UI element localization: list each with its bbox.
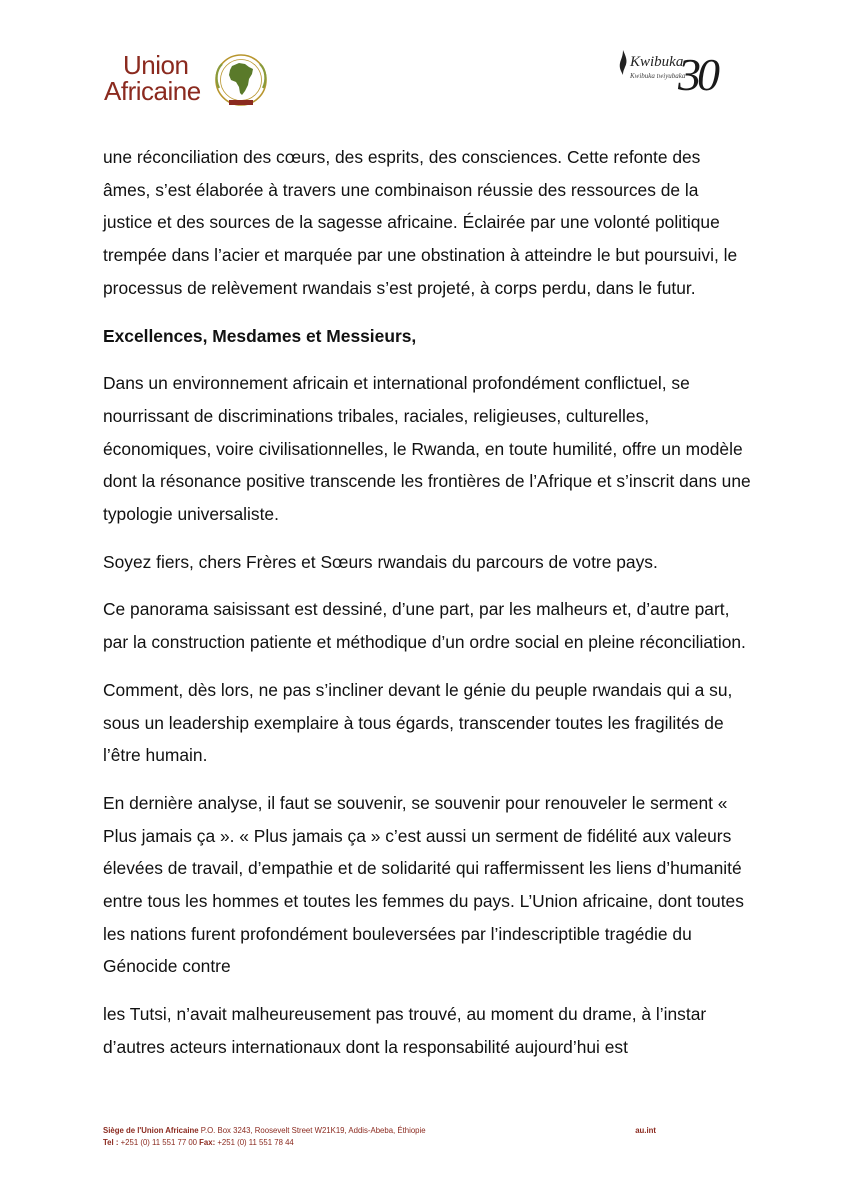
au-logo-line2: Africaine: [104, 76, 201, 106]
kwibuka-name: Kwibuka: [630, 54, 684, 70]
body-paragraph: une réconciliation des cœurs, des esprits, des consciences. Cette refonte des âmes, s’est élaborée à travers une combinaison réussie des ressources de la justice et des sources de la sagesse africaine. Éclairée par une volonté politique trempée dans l’acier et marquée par une obstination à atteindre le but poursuivi, le processus de relèvement rwandais s’est projeté, à corps perdu, dans le futur.: [103, 147, 738, 298]
footer-tel-label: Tel :: [103, 1138, 119, 1147]
footer-tel-value: +251 (0) 11 551 77 00: [118, 1138, 200, 1147]
page-header: [0, 0, 848, 130]
flame-icon: [616, 48, 630, 78]
salutation-heading: Excellences, Mesdames et Messieurs,: [103, 325, 417, 346]
page-footer: [103, 1125, 748, 1149]
footer-website-link[interactable]: au.int: [635, 1126, 656, 1135]
footer-fax-value: +251 (0) 11 551 78 44: [215, 1138, 294, 1147]
body-paragraph: En dernière analyse, il faut se souvenir, se souvenir pour renouveler le serment « Plus jamais ça ». « Plus jamais ça » c’est aussi un serment de fidélité aux valeurs élevées de travail, d’empathie et de solidarité qui raffermissent les liens d’humanité entre tous les hommes et toutes les femmes du pays. L’Union africaine, dont toutes les nations furent profondément bouleversées par l’indescriptible tragédie du Génocide contre: [103, 792, 744, 977]
footer-fax-label: Fax:: [199, 1138, 216, 1147]
footer-contact-line: [103, 1137, 748, 1149]
body-paragraph: Soyez fiers, chers Frères et Sœurs rwandais du parcours de votre pays.: [103, 551, 658, 572]
african-union-emblem-icon: [212, 52, 270, 108]
footer-siege-label: Siège de l'Union Africaine: [103, 1126, 199, 1135]
footer-address: P.O. Box 3243, Roosevelt Street W21K19, Addis-Abeba, Éthiopie: [198, 1126, 426, 1135]
kwibuka-number: 30: [678, 49, 716, 100]
body-paragraph: Dans un environnement africain et international profondément conflictuel, se nourrissant de discriminations tribales, raciales, religieuses, culturelles, économiques, voire civilisationnelles, le Rwanda, en toute humilité, offre un modèle dont la résonance positive transcende les frontières de l’Afrique et s’inscrit dans une typologie universaliste.: [103, 373, 751, 525]
au-logo-line1: Union: [123, 50, 189, 80]
body-paragraph: Ce panorama saisissant est dessiné, d’une part, par les malheurs et, d’autre part, par la construction patiente et méthodique d’un ordre social en pleine réconciliation.: [103, 599, 746, 653]
kwibuka-30-logo: [616, 48, 746, 102]
document-body: [103, 141, 751, 1079]
body-paragraph: Comment, dès lors, ne pas s’incliner devant le génie du peuple rwandais qui a su, sous un leadership exemplaire à tous égards, transcender toutes les fragilités de l’être humain.: [103, 679, 733, 766]
kwibuka-subtitle: Kwibuka twiyubaka: [630, 72, 686, 80]
african-union-logo: [104, 48, 274, 110]
body-paragraph: les Tutsi, n’avait malheureusement pas trouvé, au moment du drame, à l’instar d’autres acteurs internationaux dont la responsabilité aujourd’hui est: [103, 1004, 707, 1057]
